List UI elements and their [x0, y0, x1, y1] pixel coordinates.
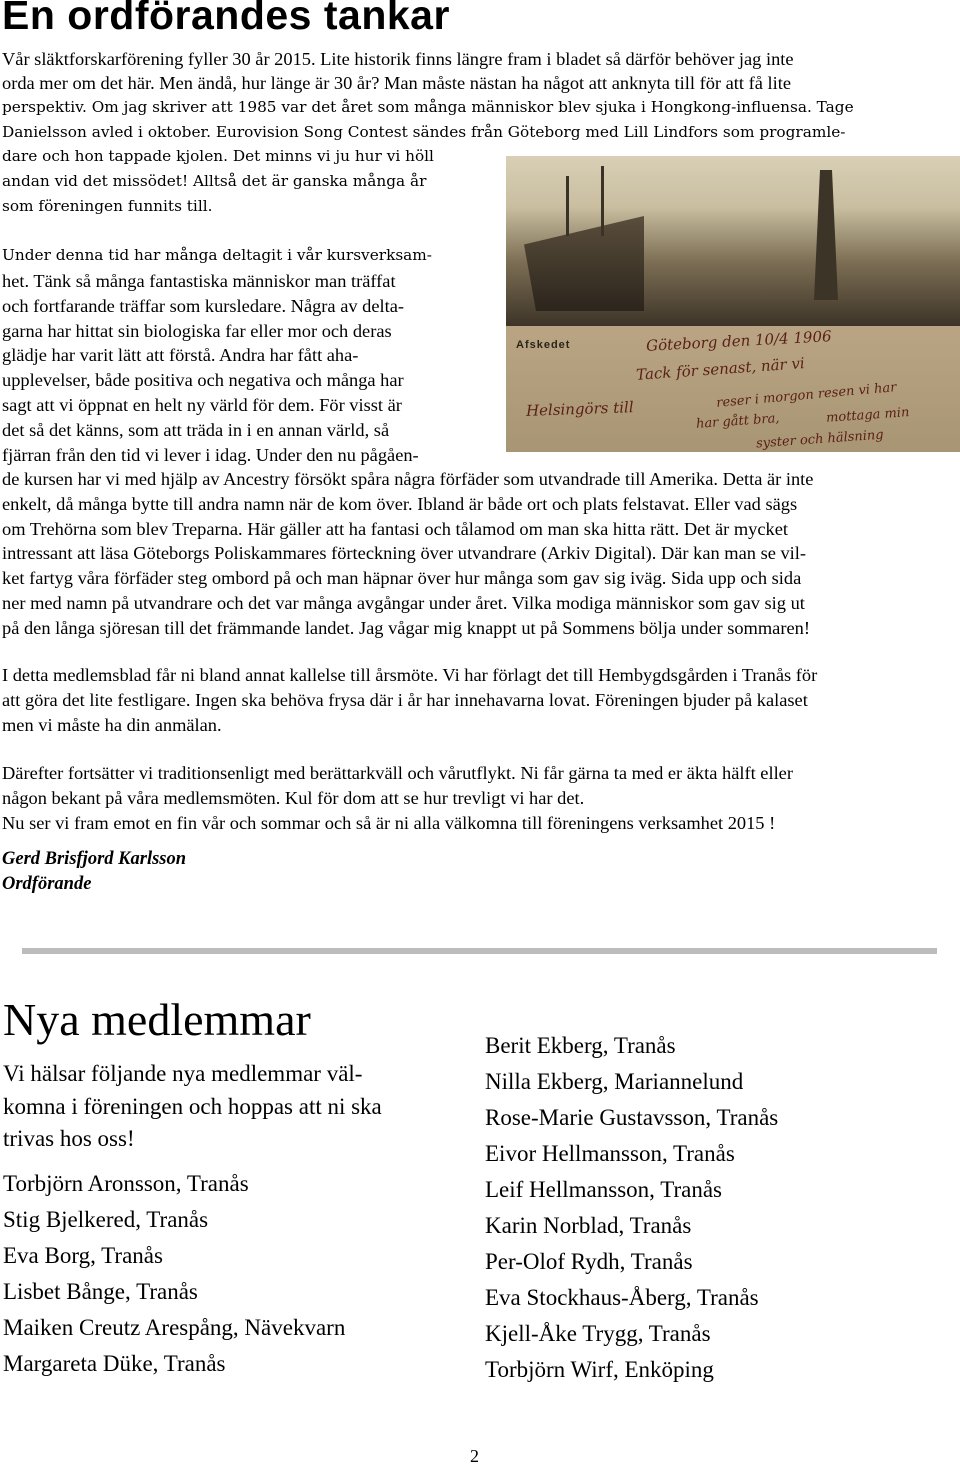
list-item: Stig Bjelkered, Tranås [3, 1207, 209, 1232]
body-line: dare och hon tappade kjolen. Det minns vi ju hur vi höll [2, 147, 434, 165]
body-line: Under denna tid har många deltagit i vår kursverksam- [2, 246, 432, 264]
body-line: intressant att läsa Göteborgs Poliskammares förteckning över utvandrare (Arkiv Digital). Där kan man se vil- [2, 543, 807, 563]
body-line: ket fartyg våra förfäder steg ombord på och man häpnar över hur många som gav sig iväg. Sida upp och sida [2, 568, 802, 588]
body-line: Danielsson avled i oktober. Eurovision Song Contest sändes från Göteborg med Lill Lindfors som programle- [2, 123, 846, 141]
body-line: Nu ser vi fram emot en fin vår och sommar och så är ni alla välkomna till föreningens verksamhet 2015 ! [2, 813, 776, 833]
signature-name: Gerd Brisfjord Karlsson [2, 849, 187, 869]
list-item: Torbjörn Wirf, Enköping [485, 1357, 714, 1382]
list-item: Lisbet Bånge, Tranås [3, 1279, 198, 1304]
list-item: Torbjörn Aronsson, Tranås [3, 1171, 249, 1196]
list-item: Leif Hellmansson, Tranås [485, 1177, 723, 1202]
postcard-handwriting: syster och hälsning [755, 427, 885, 452]
list-item: Eva Borg, Tranås [3, 1243, 163, 1268]
postcard-printed-label: Afskedet [516, 339, 571, 351]
body-line: som föreningen funnits till. [2, 197, 213, 215]
signature-role: Ordförande [2, 874, 92, 894]
postcard-handwriting: Helsingörs till [525, 398, 634, 420]
postcard-mast [566, 176, 569, 236]
postcard-mast [601, 166, 604, 236]
body-line: de kursen har vi med hjälp av Ancestry försökt spåra några förfäder som utvandrade till Amerika. Detta är inte [2, 469, 814, 489]
body-line: och fortfarande träffar som kursledare. Några av delta- [2, 296, 405, 316]
postcard-handwriting: mottaga min [825, 405, 910, 426]
body-line: om Trehörna som blev Treparna. Här gäller att ha fantasi och tålamod om man ska hitta rätt. Det är mycket [2, 519, 788, 539]
body-line: sagt att vi öppnat en helt ny värld för dem. För visst är [2, 395, 402, 415]
body-line: någon bekant på våra medlemsmöten. Kul för dom att se hur trevligt vi har det. [2, 788, 585, 808]
postcard-handwriting: reser i morgon resen vi har [715, 380, 897, 411]
list-item: Karin Norblad, Tranås [485, 1213, 692, 1238]
body-line: på den långa sjöresan till det främmande landet. Jag vågar mig knappt ut på Sommens bölja under sommaren! [2, 618, 810, 638]
list-item: Berit Ekberg, Tranås [485, 1033, 676, 1058]
postcard-handwriting: har gått bra, [695, 411, 780, 432]
postcard-photo [506, 156, 960, 452]
postcard-handwriting: Tack för senast, när vi [635, 354, 806, 384]
body-line: fjärran från den tid vi lever i idag. Under den nu pågåen- [2, 445, 419, 465]
postcard-handwriting: Göteborg den 10/4 1906 [645, 327, 832, 355]
body-line: det så det känns, som att träda in i en annan värld, så [2, 420, 390, 440]
list-item: Margareta Düke, Tranås [3, 1351, 226, 1376]
page-number: 2 [470, 1446, 479, 1466]
body-line: Därefter fortsätter vi traditionsenligt med berättarkväll och vårutflykt. Ni får gärna ta med er äkta hälft eller [2, 763, 793, 783]
members-title: Nya medlemmar [3, 994, 311, 1045]
list-item: Rose-Marie Gustavsson, Tranås [485, 1105, 779, 1130]
body-line: men vi måste ha din anmälan. [2, 715, 222, 735]
section-divider [22, 948, 937, 954]
body-line: orda mer om det här. Men ändå, hur länge är 30 år? Man måste nästan ha något att anknyta till för att få lite [2, 73, 791, 93]
members-intro: trivas hos oss! [3, 1126, 135, 1151]
body-line: glädje har varit lätt att förstå. Andra har fått aha- [2, 345, 359, 365]
list-item: Nilla Ekberg, Mariannelund [485, 1069, 744, 1094]
body-line: att göra det lite festligare. Ingen ska behöva frysa där i år har innehavarna lovat. Föreningen bjuder på kalaset [2, 690, 808, 710]
body-line: I detta medlemsblad får ni bland annat kallelse till årsmöte. Vi har förlagt det till Hembygdsgården i Tranås för [2, 665, 818, 685]
list-item: Kjell-Åke Trygg, Tranås [485, 1321, 711, 1346]
body-line: Vår släktforskarförening fyller 30 år 2015. Lite historik finns längre fram i bladet så därför behöver jag inte [2, 49, 794, 69]
body-line: andan vid det missödet! Alltså det är ganska många år [2, 172, 427, 190]
list-item: Eivor Hellmansson, Tranås [485, 1141, 735, 1166]
body-line: enkelt, då många bytte till andra namn när de kom över. Ibland är både ort och plats felstavat. Eller vad sägs [2, 494, 798, 514]
body-line: perspektiv. Om jag skriver att 1985 var det året som många människor blev sjuka i Hongkong-influensa. Tage [2, 98, 854, 116]
body-line: garna har hittat sin biologiska far eller mor och deras [2, 321, 392, 341]
list-item: Per-Olof Rydh, Tranås [485, 1249, 693, 1274]
body-line: ner med namn på utvandrare och det var många avgångar under året. Vilka modiga människor som gav sig ut [2, 593, 805, 613]
list-item: Eva Stockhaus-Åberg, Tranås [485, 1285, 759, 1310]
list-item: Maiken Creutz Arespång, Nävekvarn [3, 1315, 346, 1340]
body-line: het. Tänk så många fantastiska människor man träffat [2, 271, 396, 291]
article-title: En ordförandes tankar [2, 0, 450, 38]
members-intro: Vi hälsar följande nya medlemmar väl- [3, 1061, 363, 1086]
members-intro: komna i föreningen och hoppas att ni ska [3, 1094, 382, 1119]
body-line: upplevelser, både positiva och negativa och många har [2, 370, 404, 390]
